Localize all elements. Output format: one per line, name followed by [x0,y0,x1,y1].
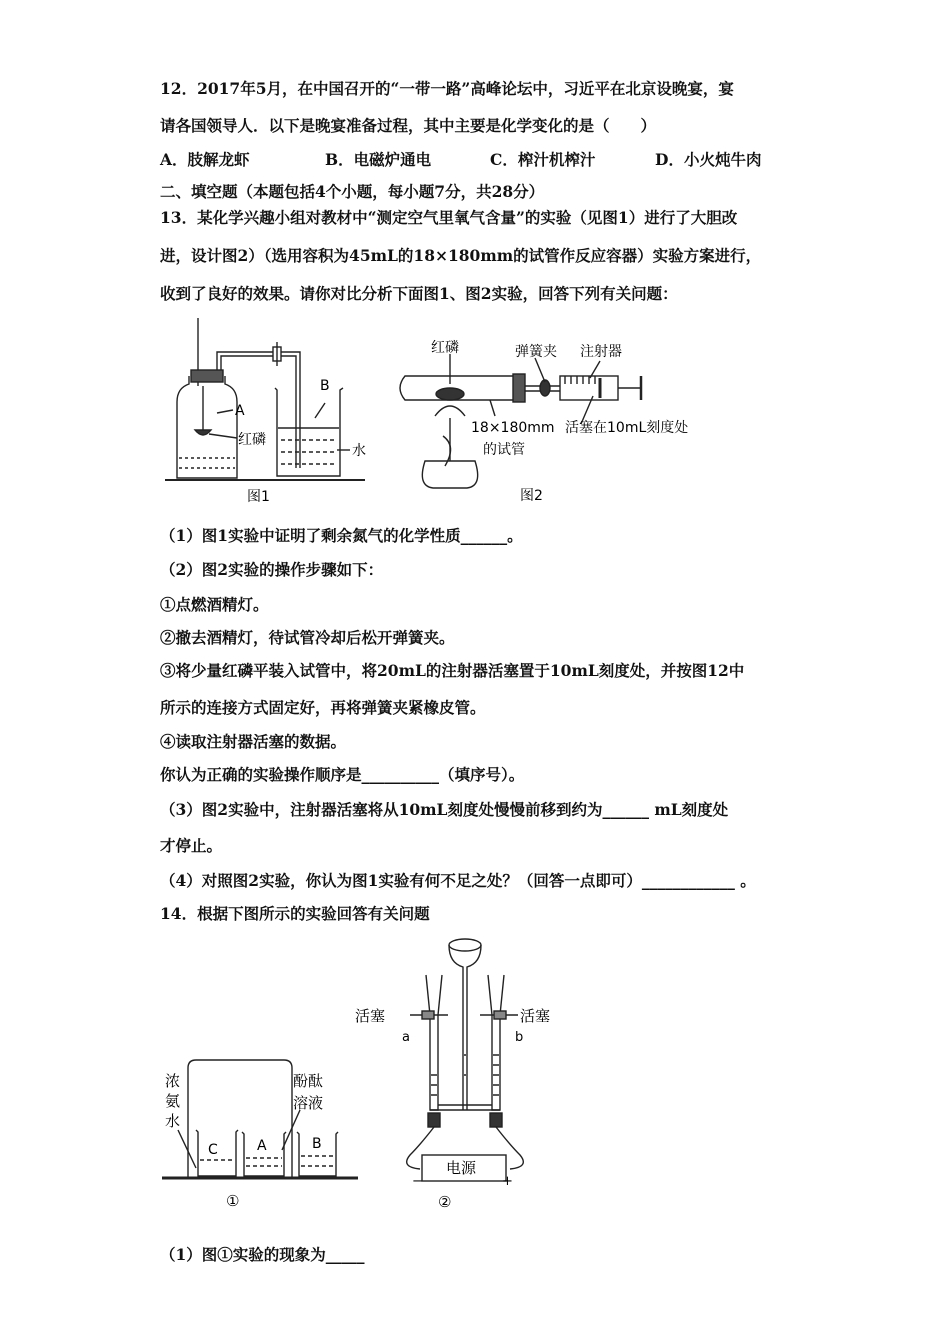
fig2-caption: 图2 [520,488,543,504]
right-tube [488,975,504,1110]
q13-step4: ④读取注射器活塞的数据。 [160,732,347,751]
left-tube [426,975,442,1110]
funnel-tube [449,945,481,1110]
q13-intro-3: 收到了良好的效果。请你对比分析下面图1、图2实验，回答下列有关问题： [160,284,678,303]
q13-part2: （2）图2实验的操作步骤如下： [160,560,384,579]
label-phenolphthalein-1: 酚酞 [293,1072,324,1090]
q13-part3-line1: （3）图2实验中，注射器活塞将从10mL刻度处慢慢前移到约为______ mL刻度处 [160,800,729,819]
label-beaker-b: B [312,1136,322,1152]
label-electrode-b: b [515,1030,524,1045]
q13-part4: （4）对照图2实验，你认为图1实验有何不足之处？（回答一点即可）____________ 。 [160,871,756,890]
fig1-label-b: B [320,378,330,394]
fig2-label-clip: 弹簧夹 [515,344,557,360]
fig1-label-phosphorus: 红磷 [238,432,266,448]
q13-step2: ②撤去酒精灯，待试管冷却后松开弹簧夹。 [160,628,455,647]
section-heading: 二、填空题（本题包括4个小题，每小题7分，共28分） [160,182,545,201]
q13-part3-line2: 才停止。 [160,836,223,855]
label-minus: − [412,1174,423,1189]
alcohol-lamp [422,461,477,488]
label-beaker-a: A [257,1138,267,1154]
fig1-caption: 图1 [247,489,270,505]
q12-option-d: D．小火炖牛肉 [655,150,762,169]
label-plus: + [502,1174,513,1189]
label-ammonia-2: 氨 [165,1092,181,1110]
fig1-caption-circle: ① [226,1192,240,1210]
q13-order: 你认为正确的实验操作顺序是__________（填序号）。 [160,765,525,784]
q12-option-a: A．肢解龙虾 [160,150,250,169]
label-valve-right: 活塞 [520,1007,551,1025]
label-ammonia-3: 水 [165,1112,181,1130]
q13-step1: ①点燃酒精灯。 [160,595,269,614]
q12-option-b: B．电磁炉通电 [325,150,432,169]
fig2-label-phosphorus: 红磷 [431,340,459,356]
q13-intro-1: 13．某化学兴趣小组对教材中“测定空气里氧气含量”的实验（见图1）进行了大胆改 [160,208,738,227]
q12-line2: 请各国领导人．以下是晚宴准备过程，其中主要是化学变化的是（ ） [160,116,657,135]
q13-part1: （1）图1实验中证明了剩余氮气的化学性质______。 [160,526,523,545]
q14-figure-1 [160,1050,360,1210]
fig2-label-tube-size: 18×180mm [471,420,555,436]
fig2-label-syringe: 注射器 [580,344,622,360]
label-power: 电源 [446,1159,477,1177]
q13-step3-line2: 所示的连接方式固定好，再将弹簧夹紧橡皮管。 [160,698,486,717]
rubber-stopper [191,370,223,382]
q14-part1: （1）图①实验的现象为_____ [160,1245,365,1264]
label-beaker-c: C [208,1142,218,1158]
fig1-label-water: 水 [352,443,366,459]
q12-option-c: C．榨汁机榨汁 [490,150,596,169]
q13-figure-1 [165,318,390,508]
label-electrode-a: a [402,1030,410,1045]
label-phenolphthalein-2: 溶液 [293,1094,324,1112]
fig1-label-a: A [235,403,245,419]
gas-bottle [177,376,237,478]
q14-figure-2 [350,935,580,1215]
q12-line1: 12．2017年5月，在中国召开的“一带一路”高峰论坛中，习近平在北京设晚宴，宴 [160,79,734,98]
fig2-caption-circle: ② [438,1193,452,1211]
label-valve-left: 活塞 [355,1007,386,1025]
beaker-b [275,388,343,476]
fig2-label-tube: 的试管 [483,442,525,458]
q13-figure-2 [395,336,720,508]
q13-step3-line1: ③将少量红磷平装入试管中，将20mL的注射器活塞置于10mL刻度处，并按图12中 [160,661,745,680]
label-ammonia-1: 浓 [165,1072,181,1090]
spring-clip [540,380,550,396]
fig2-label-piston: 活塞在10mL刻度处 [565,420,689,436]
q14-title: 14．根据下图所示的实验回答有关问题 [160,904,430,923]
q13-intro-2: 进，设计图2）（选用容积为45mL的18×180mm的试管作反应容器）实验方案进行， [160,246,762,265]
